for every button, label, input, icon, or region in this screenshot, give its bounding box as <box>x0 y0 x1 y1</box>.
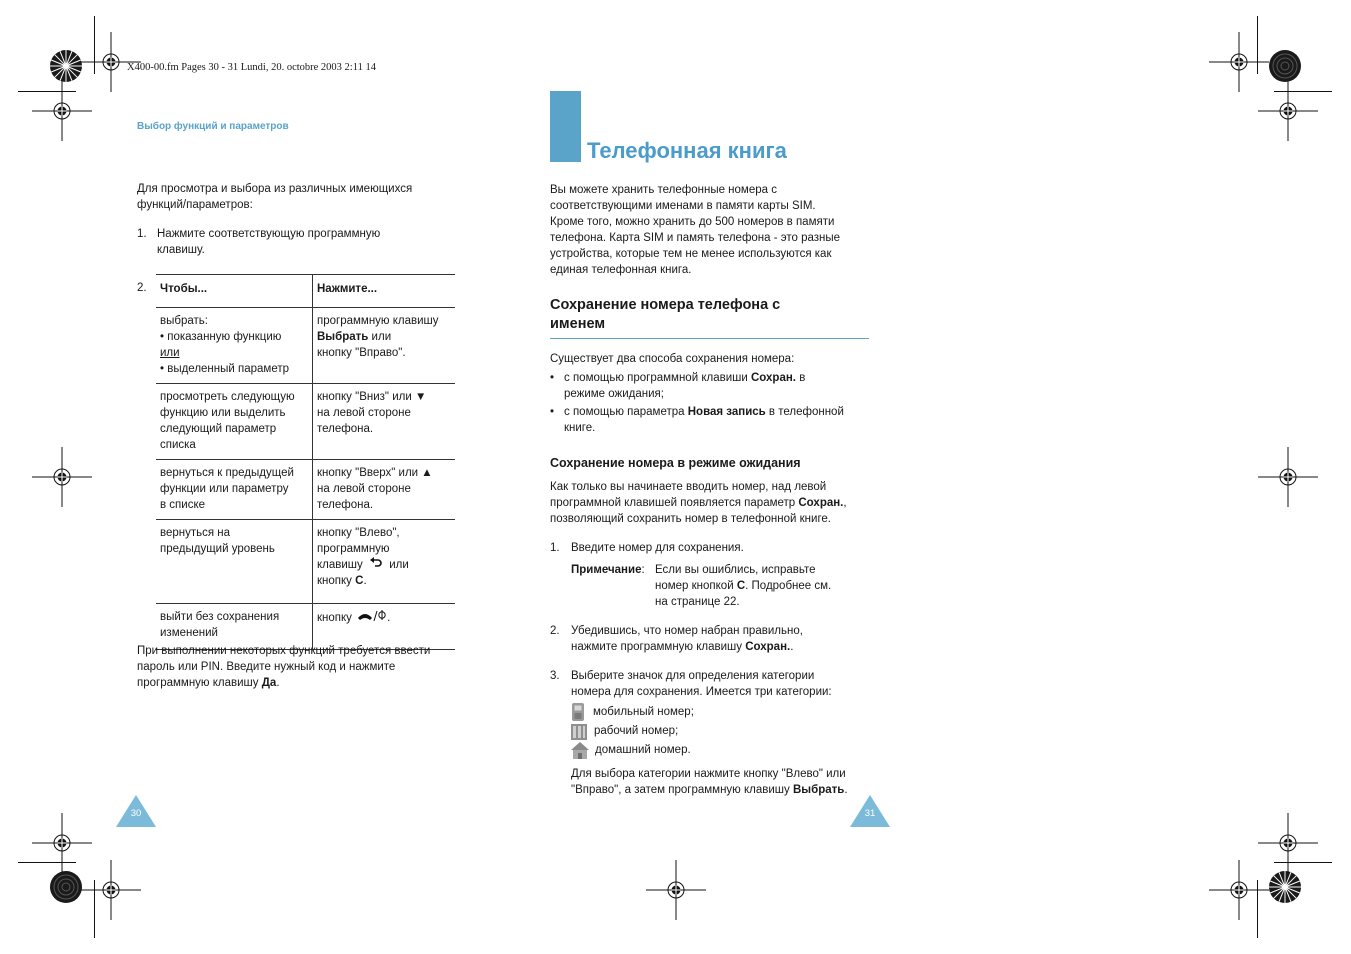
section-label: Выбор функций и параметров <box>137 121 289 132</box>
section-heading: Сохранение номера телефона с именем <box>550 297 781 332</box>
page-number-badge <box>116 795 156 827</box>
table-cell: кнопку "Вверх" или ▲ на левой стороне телефона. <box>313 460 456 520</box>
chapter-tab <box>550 91 581 162</box>
table-cell: вернуться к предыдущей функции или параметру в списке <box>156 460 313 520</box>
table-header-cell: Чтобы... <box>156 275 313 308</box>
left-outro: При выполнении некоторых функций требуется ввести пароль или PIN. Введите нужный код и нажмите программную клавишу Да. <box>137 645 431 689</box>
step-number: 2. <box>550 625 560 637</box>
step-text: Введите номер для сохранения. <box>571 542 744 554</box>
table-cell: программную клавишу Выбрать или кнопку "Вправо". <box>313 308 456 384</box>
left-step-1-number: 1. <box>137 228 147 240</box>
down-arrow-icon: ▼ <box>414 391 427 403</box>
table-header-row <box>156 275 455 308</box>
step-number: 3. <box>550 670 560 682</box>
end-call-power-icon <box>357 609 387 623</box>
left-step-2-number: 2. <box>137 282 147 294</box>
page-number-badge <box>850 795 890 827</box>
right-intro: Вы можете хранить телефонные номера с соответствующими именами в памяти карты SIM. Кроме того, можно хранить до 500 номеров в памяти телефона. Карта SIM и память телефона - это разные устройства, которые тем не менее используются как единая телефонная книга. <box>550 184 841 276</box>
note-label: Примечание: <box>571 564 645 576</box>
table-cell: выбрать: • показанную функцию или • выделенный параметр <box>156 308 313 384</box>
page-number: 31 <box>864 808 876 819</box>
note-text: Если вы ошиблись, исправьте номер кнопкой C. Подробнее см. на странице 22. <box>655 564 832 608</box>
standby-paragraph: Как только вы начинаете вводить номер, над левой программной клавишей появляется параметр Сохран., позволяющий сохранить номер в телефонной книге. <box>550 481 847 525</box>
page-number: 30 <box>130 808 142 819</box>
left-step-1: Нажмите соответствующую программную клавишу. <box>157 228 381 256</box>
list-item: • с помощью параметра Новая запись в телефонной книге. <box>550 406 844 434</box>
table-row <box>156 384 455 460</box>
table-row <box>156 520 455 604</box>
step-text: Выберите значок для определения категории номера для сохранения. Имеется три категории: <box>571 670 832 698</box>
table-cell: вернуться на предыдущий уровень <box>156 520 313 604</box>
table-cell: просмотреть следующую функцию или выделить следующий параметр списка <box>156 384 313 460</box>
list-item: • с помощью программной клавиши Сохран. в режиме ожидания; <box>550 372 806 400</box>
table-cell: выйти без сохранения изменений <box>156 604 313 650</box>
step-number: 1. <box>550 542 560 554</box>
page-title: Телефонная книга <box>587 138 787 163</box>
list-item: мобильный номер; <box>571 702 694 721</box>
print-header: X400-00.fm Pages 30 - 31 Lundi, 20. octobre 2003 2:11 14 <box>127 62 376 73</box>
ways-intro: Существует два способа сохранения номера: <box>550 353 795 365</box>
mobile-phone-icon <box>571 703 585 721</box>
table-header-cell: Нажмите... <box>313 275 456 308</box>
list-item: домашний номер. <box>571 740 694 759</box>
table-cell: кнопку . <box>313 604 456 650</box>
subsection-heading: Сохранение номера в режиме ожидания <box>550 456 801 470</box>
up-arrow-icon: ▲ <box>421 467 433 479</box>
table-row <box>156 460 455 520</box>
table-cell: кнопку "Вниз" или ▼ на левой стороне телефона. <box>313 384 456 460</box>
heading-rule <box>550 338 869 339</box>
back-arrow-icon <box>369 557 383 569</box>
actions-table <box>156 274 455 650</box>
c-key-icon: C <box>355 575 364 587</box>
office-building-icon <box>571 722 587 740</box>
bullet-list <box>550 370 844 436</box>
left-intro: Для просмотра и выбора из различных имеющихся функций/параметров: <box>137 183 413 211</box>
house-icon <box>571 741 589 759</box>
category-list <box>571 702 694 759</box>
list-item: рабочий номер; <box>571 721 694 740</box>
step-text: Убедившись, что номер набран правильно, нажмите программную клавишу Сохран.. <box>571 625 803 653</box>
table-row <box>156 308 455 384</box>
final-instruction: Для выбора категории нажмите кнопку "Влево" или "Вправо", а затем программную клавишу Выбрать. <box>571 768 848 796</box>
table-cell: кнопку "Влево", программную клавишу или кнопку C. <box>313 520 456 604</box>
